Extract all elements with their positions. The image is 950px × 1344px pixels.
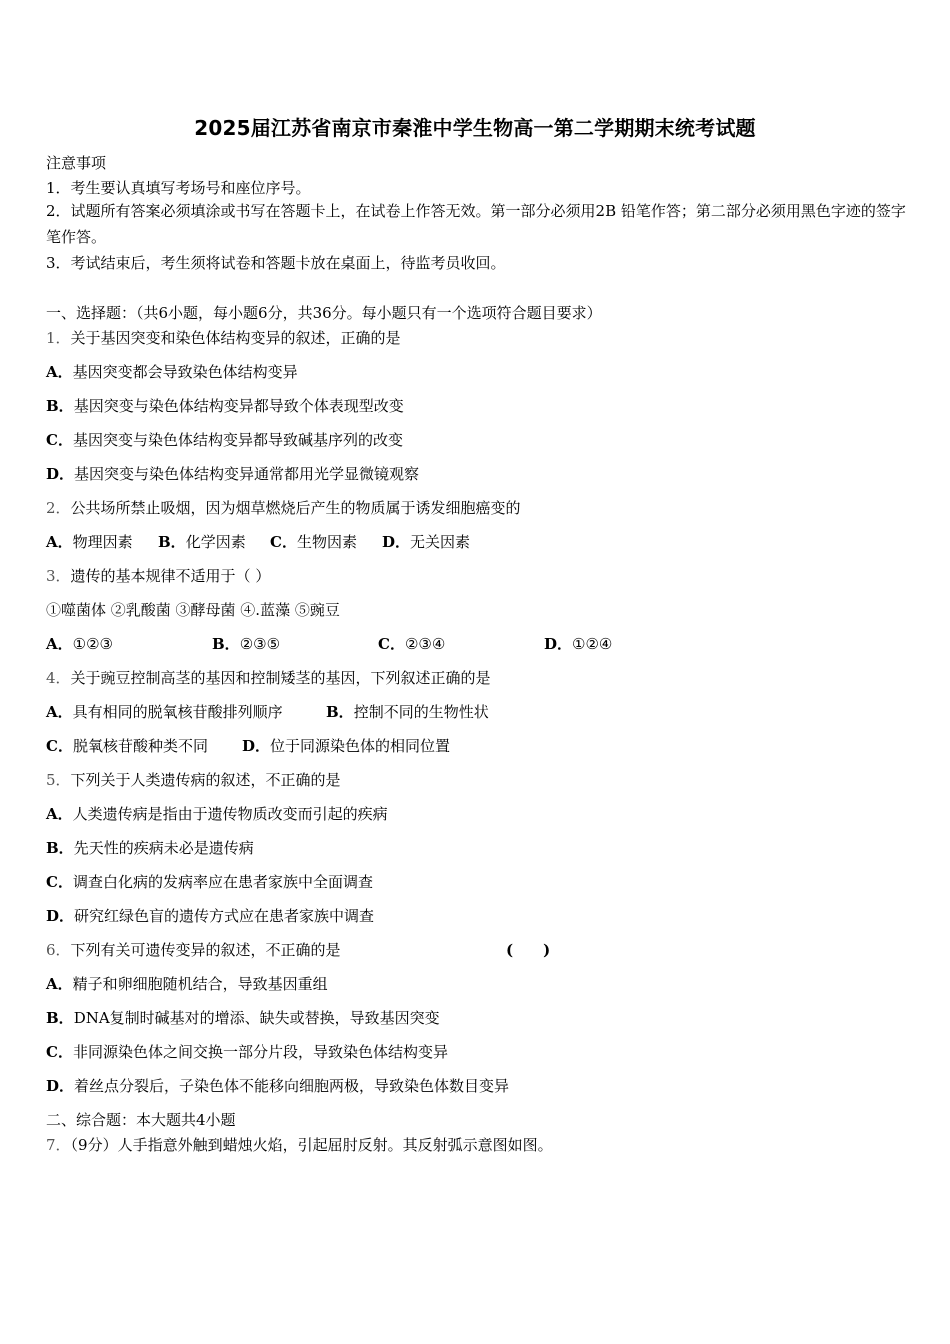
option-text: 调查白化病的发病率应在患者家族中全面调查 <box>72 873 373 891</box>
q6-option-a <box>46 973 328 994</box>
option-label: C． <box>46 873 73 891</box>
option-label: C． <box>46 1043 73 1061</box>
question-number: 2． <box>46 499 71 517</box>
option-label: C． <box>46 431 73 449</box>
option-text: 生物因素 <box>296 533 357 551</box>
option-text: 精子和卵细胞随机结合，导致基因重组 <box>72 975 328 993</box>
exam-title: 2025届江苏省南京市秦淮中学生物高一第二学期期末统考试题 <box>194 116 756 140</box>
option-text: ②③④ <box>404 635 446 653</box>
option-text: DNA复制时碱基对的增添、缺失或替换，导致基因突变 <box>73 1009 440 1027</box>
option-text: 基因突变与染色体结构变异通常都用光学显微镜观察 <box>74 465 420 483</box>
q3-option-a <box>46 633 212 654</box>
option-text: 人类遗传病是指由于遗传物质改变而引起的疾病 <box>72 805 388 823</box>
question-4 <box>46 667 491 688</box>
notice-heading: 注意事项 <box>46 154 107 172</box>
q4-options-cd <box>46 735 450 756</box>
q5-option-b <box>46 837 254 858</box>
option-label: A． <box>46 975 73 993</box>
question-stem: 下列关于人类遗传病的叙述，不正确的是 <box>70 771 341 789</box>
q4-options-ab <box>46 701 489 722</box>
question-2 <box>46 497 521 518</box>
option-label: D． <box>382 533 411 551</box>
notice-item-1: 1．考生要认真填写考场号和座位序号。 <box>46 179 311 197</box>
q2-option-d <box>382 531 494 552</box>
option-text: ②③⑤ <box>239 635 281 653</box>
option-label: C． <box>378 635 405 653</box>
option-label: A． <box>46 635 73 653</box>
option-label: B． <box>46 839 74 857</box>
option-text: 着丝点分裂后，子染色体不能移向细胞两极，导致染色体数目变异 <box>74 1077 510 1095</box>
option-text: 非同源染色体之间交换一部分片段，导致染色体结构变异 <box>72 1043 448 1061</box>
option-text: ①②④ <box>572 635 613 653</box>
option-label: B． <box>212 635 240 653</box>
q2-option-b <box>158 531 270 552</box>
option-label: A． <box>46 533 73 551</box>
section1-heading: 一、选择题：（共6小题，每小题6分，共36分。每小题只有一个选项符合题目要求） <box>46 304 602 322</box>
option-label: D． <box>544 635 573 653</box>
q2-options <box>46 531 494 552</box>
option-text: 化学因素 <box>185 533 246 551</box>
option-label: B． <box>326 703 354 721</box>
q6-option-c <box>46 1041 448 1062</box>
option-label: A． <box>46 703 73 721</box>
option-text: 基因突变与染色体结构变异都导致碱基序列的改变 <box>72 431 403 449</box>
q3-option-c <box>378 633 544 654</box>
option-label: B． <box>158 533 186 551</box>
question-number: 3． <box>46 567 71 585</box>
option-text: 物理因素 <box>72 533 133 551</box>
option-label: D． <box>46 465 75 483</box>
option-label: D． <box>46 1077 75 1095</box>
question-stem: 公共场所禁止吸烟，因为烟草燃烧后产生的物质属于诱发细胞癌变的 <box>70 499 521 517</box>
option-text: 脱氧核苷酸种类不同 <box>72 737 208 755</box>
question-stem: 下列有关可遗传变异的叙述，不正确的是 <box>70 941 341 959</box>
question-number: 5． <box>46 771 71 789</box>
q1-option-a <box>46 361 298 382</box>
question-7 <box>46 1134 553 1155</box>
option-text: 先天性的疾病未必是遗传病 <box>73 839 254 857</box>
q3-options <box>46 633 710 654</box>
option-label: C． <box>270 533 297 551</box>
question-number: 4． <box>46 669 71 687</box>
q6-option-b <box>46 1007 440 1028</box>
notice-item-3: 3．考试结束后，考生须将试卷和答题卡放在桌面上，待监考员收回。 <box>46 254 506 272</box>
option-text: 基因突变与染色体结构变异都导致个体表现型改变 <box>73 397 404 415</box>
q1-option-d <box>46 463 419 484</box>
q3-option-b <box>212 633 378 654</box>
option-label: D． <box>46 907 75 925</box>
question-stem: 遗传的基本规律不适用于（ ） <box>70 567 271 585</box>
option-text: 研究红绿色盲的遗传方式应在患者家族中调查 <box>74 907 375 925</box>
option-text: ①②③ <box>72 635 113 653</box>
q4-option-b <box>326 701 489 722</box>
q5-option-c <box>46 871 373 892</box>
question-stem: 关于基因突变和染色体结构变异的叙述，正确的是 <box>70 329 401 347</box>
option-label: B． <box>46 1009 74 1027</box>
question-number: 6． <box>46 941 71 959</box>
q6-option-d <box>46 1075 509 1096</box>
q1-option-b <box>46 395 404 416</box>
question-3 <box>46 565 270 586</box>
option-text: 具有相同的脱氧核苷酸排列顺序 <box>72 703 283 721</box>
option-label: A． <box>46 363 73 381</box>
option-text: 无关因素 <box>410 533 471 551</box>
q6-answer-bracket: ( ) <box>506 941 551 959</box>
q3-items: ①噬菌体 ②乳酸菌 ③酵母菌 ④.蓝藻 ⑤豌豆 <box>46 601 340 619</box>
q4-option-a <box>46 701 326 722</box>
question-6 <box>46 939 341 960</box>
question-1 <box>46 327 401 348</box>
option-text: 控制不同的生物性状 <box>353 703 489 721</box>
question-stem: （9分）人手指意外触到蜡烛火焰，引起屈肘反射。其反射弧示意图如图。 <box>70 1136 553 1154</box>
q2-option-c <box>270 531 382 552</box>
question-5 <box>46 769 341 790</box>
section2-heading: 二、综合题：本大题共4小题 <box>46 1111 236 1129</box>
notice-item-2: 2．试题所有答案必须填涂或书写在答题卡上，在试卷上作答无效。第一部分必须用2B 铅笔作答；第二部分必须用黑色字迹的签字笔作答。 <box>46 202 906 246</box>
q1-option-c <box>46 429 403 450</box>
q5-option-a <box>46 803 388 824</box>
question-number: 7． <box>46 1136 71 1154</box>
option-label: C． <box>46 737 73 755</box>
q5-option-d <box>46 905 374 926</box>
option-text: 位于同源染色体的相同位置 <box>270 737 451 755</box>
q2-option-a <box>46 531 158 552</box>
option-label: D． <box>242 737 271 755</box>
q4-option-c <box>46 735 242 756</box>
option-text: 基因突变都会导致染色体结构变异 <box>72 363 298 381</box>
question-stem: 关于豌豆控制高茎的基因和控制矮茎的基因，下列叙述正确的是 <box>70 669 491 687</box>
q4-option-d <box>242 735 450 756</box>
q3-option-d <box>544 633 710 654</box>
question-number: 1． <box>46 329 71 347</box>
option-label: A． <box>46 805 73 823</box>
option-label: B． <box>46 397 74 415</box>
